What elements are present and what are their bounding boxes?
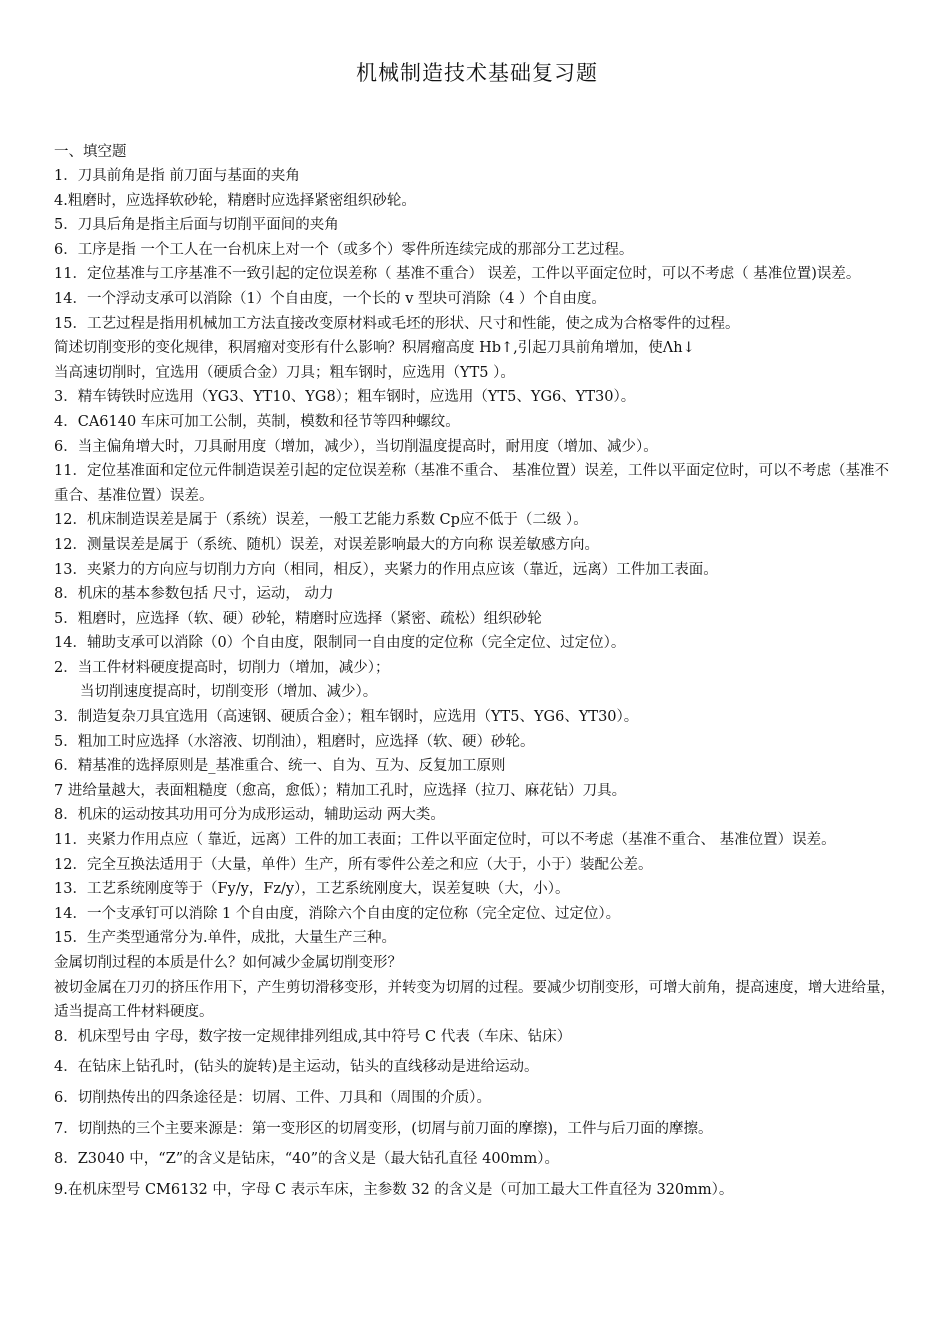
question-line: 8．机床的运动按其功用可分为成形运动，辅助运动 两大类。 — [54, 807, 445, 824]
question-line: 12．测量误差是属于（系统、随机）误差，对误差影响最大的方向称 误差敏感方向。 — [54, 536, 600, 553]
section-heading: 一、填空题 — [54, 144, 127, 160]
question-line: 8．机床型号由 字母，数字按一定规律排列组成,其中符号 C 代表（车床、钻床） — [54, 1028, 572, 1045]
question-line: 13．夹紧力的方向应与切削力方向（相同，相反），夹紧力的作用点应该（靠近，远离）工件加工表面。 — [54, 561, 718, 578]
question-line: 11．定位基准面和定位元件制造误差引起的定位误差称（基准不重合、 基准位置）误差，工件以平面定位时，可以不考虑（基准不重合、基准位置）误差。 — [54, 463, 890, 504]
question-line: 5．粗加工时应选择（水溶液、切削油），粗磨时，应选择（软、硬）砂轮。 — [54, 733, 535, 750]
question-line: 5．刀具后角是指主后面与切削平面间的夹角 — [54, 217, 339, 234]
question-line: 金属切削过程的本质是什么？如何减少金属切削变形？ — [54, 955, 402, 971]
question-line: 被切金属在刀刃的挤压作用下，产生剪切滑移变形，并转变为切屑的过程。要减少切削变形，可增大前角，提高速度，增大进给量，适当提高工件材料硬度。 — [54, 979, 895, 1021]
question-line: 13．工艺系统刚度等于（Fy/y，Fz/y），工艺系统刚度大，误差复映（大，小）。 — [54, 881, 570, 898]
question-line: 14．一个支承钉可以消除 1 个自由度，消除六个自由度的定位称（完全定位、过定位）。 — [54, 905, 621, 922]
question-line: 2．当工件材料硬度提高时，切削力（增加，减少）； — [54, 659, 390, 676]
question-line: 11．夹紧力作用点应（ 靠近，远离）工件的加工表面；工件以平面定位时，可以不考虑（基准不重合、 基准位置）误差。 — [54, 832, 836, 849]
question-line: 14．一个浮动支承可以消除（1）个自由度，一个长的 v 型块可消除（4 ）个自由度。 — [54, 290, 606, 307]
question-line: 12．机床制造误差是属于（系统）误差，一般工艺能力系数 Cp应不低于（二级 ）。 — [54, 512, 588, 529]
question-line: 12．完全互换法适用于（大量，单件）生产，所有零件公差之和应（大于，小于）装配公差。 — [54, 856, 653, 873]
question-line: 14．辅助支承可以消除（0）个自由度，限制同一自由度的定位称（完全定位、过定位）。 — [54, 635, 626, 652]
question-line: 1．刀具前角是指 前刀面与基面的夹角 — [54, 168, 300, 184]
question-line: 6．精基准的选择原则是_基准重合、统一、自为、互为、反复加工原则 — [54, 758, 506, 775]
question-line: 6．切削热传出的四条途径是：切屑、工件、刀具和（周围的介质）。 — [54, 1089, 491, 1106]
question-line: 3．制造复杂刀具宜选用（高速钢、硬质合金）；粗车钢时，应选用（YT5、YG6、YT30）。 — [54, 709, 639, 726]
question-line: 7 进给量越大，表面粗糙度（愈高，愈低）；精加工孔时，应选择（拉刀、麻花钻）刀具。 — [54, 782, 627, 799]
document-title: 机械制造技术基础复习题 — [356, 61, 598, 85]
question-line: 5．粗磨时，应选择（软、硬）砂轮，精磨时应选择（紧密、疏松）组织砂轮 — [54, 610, 542, 627]
question-line: 3．精车铸铁时应选用（YG3、YT10、YG8）；粗车钢时，应选用（YT5、YG6、YT30）。 — [54, 389, 636, 406]
question-line: 4.粗磨时，应选择软砂轮，精磨时应选择紧密组织砂轮。 — [54, 192, 416, 209]
question-line: 8．机床的基本参数包括 尺寸，运动， 动力 — [54, 586, 334, 603]
question-line: 4．在钻床上钻孔时，(钻头的旋转)是主运动，钻头的直线移动是进给运动。 — [54, 1059, 539, 1076]
question-line: 6．当主偏角增大时，刀具耐用度（增加，减少），当切削温度提高时，耐用度（增加、减少）。 — [54, 438, 658, 455]
question-line: 7．切削热的三个主要来源是：第一变形区的切屑变形，(切屑与前刀面的摩擦)，工件与后刀面的摩擦。 — [54, 1120, 713, 1137]
question-line: 简述切削变形的变化规律，积屑瘤对变形有什么影响？积屑瘤高度 Hb↑,引起刀具前角增加，使Λh↓ — [54, 340, 695, 357]
question-line: 当高速切削时，宜选用（硬质合金）刀具；粗车钢时，应选用（YT5 ）。 — [54, 364, 515, 381]
question-line: 4．CA6140 车床可加工公制，英制，模数和径节等四种螺纹。 — [54, 413, 460, 430]
question-line: 9.在机床型号 CM6132 中，字母 C 表示车床，主参数 32 的含义是（可加工最大工件直径为 320mm）。 — [54, 1181, 734, 1198]
question-line: 15．生产类型通常分为.单件，成批，大量生产三种。 — [54, 930, 397, 947]
question-line: 8．Z3040 中，“Z”的含义是钻床，“40”的含义是（最大钻孔直径 400mm）。 — [54, 1151, 560, 1168]
question-line: 当切削速度提高时，切削变形（增加、减少）。 — [80, 684, 378, 701]
question-line: 11．定位基准与工序基准不一致引起的定位误差称（ 基准不重合） 误差，工件以平面定位时，可以不考虑（ 基准位置)误差。 — [54, 266, 861, 283]
question-line: 15．工艺过程是指用机械加工方法直接改变原材料或毛坯的形状、尺寸和性能，使之成为合格零件的过程。 — [54, 315, 740, 332]
question-line: 6．工序是指 一个工人在一台机床上对一个（或多个）零件所连续完成的那部分工艺过程。 — [54, 241, 634, 258]
question-list — [54, 164, 900, 1202]
